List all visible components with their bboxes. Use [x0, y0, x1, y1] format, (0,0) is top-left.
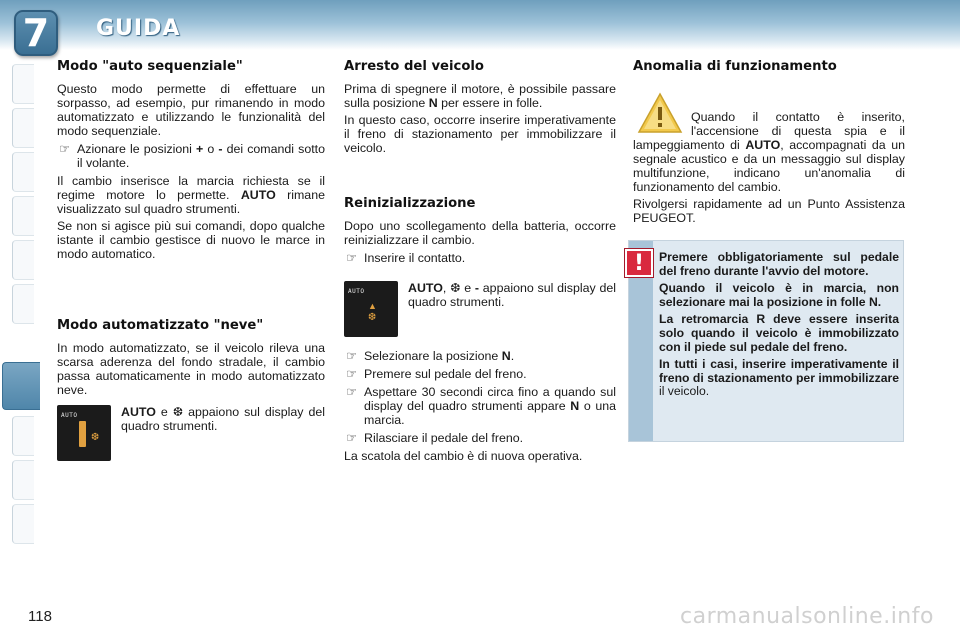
pointing-hand-icon: ☞	[346, 431, 358, 445]
exclamation-icon: !	[625, 249, 653, 277]
gear-bar	[79, 421, 86, 447]
section-title-arresto: Arresto del veicolo	[344, 59, 484, 74]
paragraph: In modo automatizzato, se il veicolo rileva una scarsa aderenza del fondo stradale, il cambio passa automaticamente in modo automatizzato neve.	[57, 341, 325, 397]
paragraph: Prima di spegnere il motore, è possibile passare sulla posizione N per essere in folle.	[344, 82, 616, 110]
chapter-tabs	[0, 64, 44, 576]
chapter-tab[interactable]	[12, 196, 34, 236]
pointing-hand-icon: ☞	[346, 251, 358, 265]
chapter-tab[interactable]	[12, 416, 34, 456]
pointing-hand-icon: ☞	[346, 367, 358, 381]
pointing-hand-icon: ☞	[346, 349, 358, 363]
chapter-tab[interactable]	[12, 240, 34, 280]
paragraph: Questo modo permette di effettuare un sorpasso, ad esempio, pur rimanendo in modo automatizzato e utilizzando le funzionalità del modo sequenziale.	[57, 82, 325, 138]
warning-note-box	[628, 240, 904, 442]
display-row	[344, 281, 616, 337]
chapter-tab[interactable]	[12, 460, 34, 500]
bullet-item: ☞ Inserire il contatto.	[346, 251, 466, 265]
column-left	[57, 60, 325, 461]
pointing-hand-icon: ☞	[59, 142, 71, 156]
watermark: carmanualsonline.info	[680, 604, 934, 629]
chapter-tab[interactable]	[12, 284, 34, 324]
paragraph: Dopo uno scollegamento della batteria, occorre reinizializzare il cambio.	[344, 219, 616, 247]
section-title-neve: Modo automatizzato "neve"	[57, 318, 264, 333]
display-caption: AUTO e ❆ appaiono sul display del quadro strumenti.	[121, 405, 325, 433]
chapter-tab[interactable]	[12, 504, 34, 544]
paragraph: In questo caso, occorre inserire imperativamente il freno di stazionamento per immobilizzare il veicolo.	[344, 113, 616, 155]
page-number: 118	[28, 608, 52, 625]
bullet-item: ☞ Azionare le posizioni + o - dei comandi sotto il volante.	[59, 142, 325, 170]
bullet-item: ☞ Rilasciare il pedale del freno.	[346, 431, 524, 445]
note-paragraph: Quando il veicolo è in marcia, non selezionare mai la posizione in folle N.	[659, 281, 899, 309]
page-title: GUIDA	[96, 16, 181, 41]
arrow-icon: ▲	[368, 301, 377, 311]
note-paragraph: Premere obbligatoriamente sul pedale del freno durante l'avvio del motore.	[659, 250, 899, 278]
column-right	[633, 60, 905, 228]
display-row	[57, 405, 325, 461]
paragraph: Quando il contatto è inserito, l'accensione di questa spia e il lampeggiamento di AUTO, accompagnati da un segnale acustico e da un messaggio sul display multifunzione, indicano un'anomalia di funzionamento del cambio.	[633, 110, 905, 194]
chapter-tab-active[interactable]	[2, 362, 40, 410]
dashboard-display-image: AUTO ▲ ❆	[344, 281, 398, 337]
note-paragraph: La retromarcia R deve essere inserita solo quando il veicolo è immobilizzato con il piede sul pedale del freno.	[659, 312, 899, 354]
warning-triangle-icon	[637, 92, 683, 134]
chapter-tab[interactable]	[12, 108, 34, 148]
snowflake-icon: ❆	[368, 312, 377, 323]
pointing-hand-icon: ☞	[346, 385, 358, 399]
paragraph: Rivolgersi rapidamente ad un Punto Assistenza PEUGEOT.	[633, 197, 905, 225]
bullet-item: ☞ Aspettare 30 secondi circa fino a quando sul display del quadro strumenti appare N o una marcia.	[346, 385, 616, 427]
snowflake-icon: ❆	[91, 432, 100, 443]
section-title-auto-sequenziale: Modo "auto sequenziale"	[57, 59, 243, 74]
chapter-tab[interactable]	[12, 64, 34, 104]
bullet-item: ☞ Selezionare la posizione N.	[346, 349, 515, 363]
chapter-badge: 7	[14, 10, 58, 56]
paragraph: Il cambio inserisce la marcia richiesta se il regime motore lo permette. AUTO rimane visualizzato sul quadro strumenti.	[57, 174, 325, 216]
chapter-tab[interactable]	[12, 152, 34, 192]
dashboard-display-image: AUTO ❆	[57, 405, 111, 461]
paragraph: Se non si agisce più sui comandi, dopo qualche istante il cambio gestisce di nuovo le marce in modo automatico.	[57, 219, 325, 261]
column-middle	[344, 60, 616, 466]
bullet-item: ☞ Premere sul pedale del freno.	[346, 367, 527, 381]
section-title-reinizializzazione: Reinizializzazione	[344, 196, 476, 211]
paragraph: La scatola del cambio è di nuova operativa.	[344, 449, 583, 463]
section-title-anomalia: Anomalia di funzionamento	[633, 59, 837, 74]
display-caption: AUTO, ❆ e - appaiono sul display del quadro strumenti.	[408, 281, 616, 309]
note-paragraph: In tutti i casi, inserire imperativamente il freno di stazionamento per immobilizzare il veicolo.	[659, 357, 899, 399]
